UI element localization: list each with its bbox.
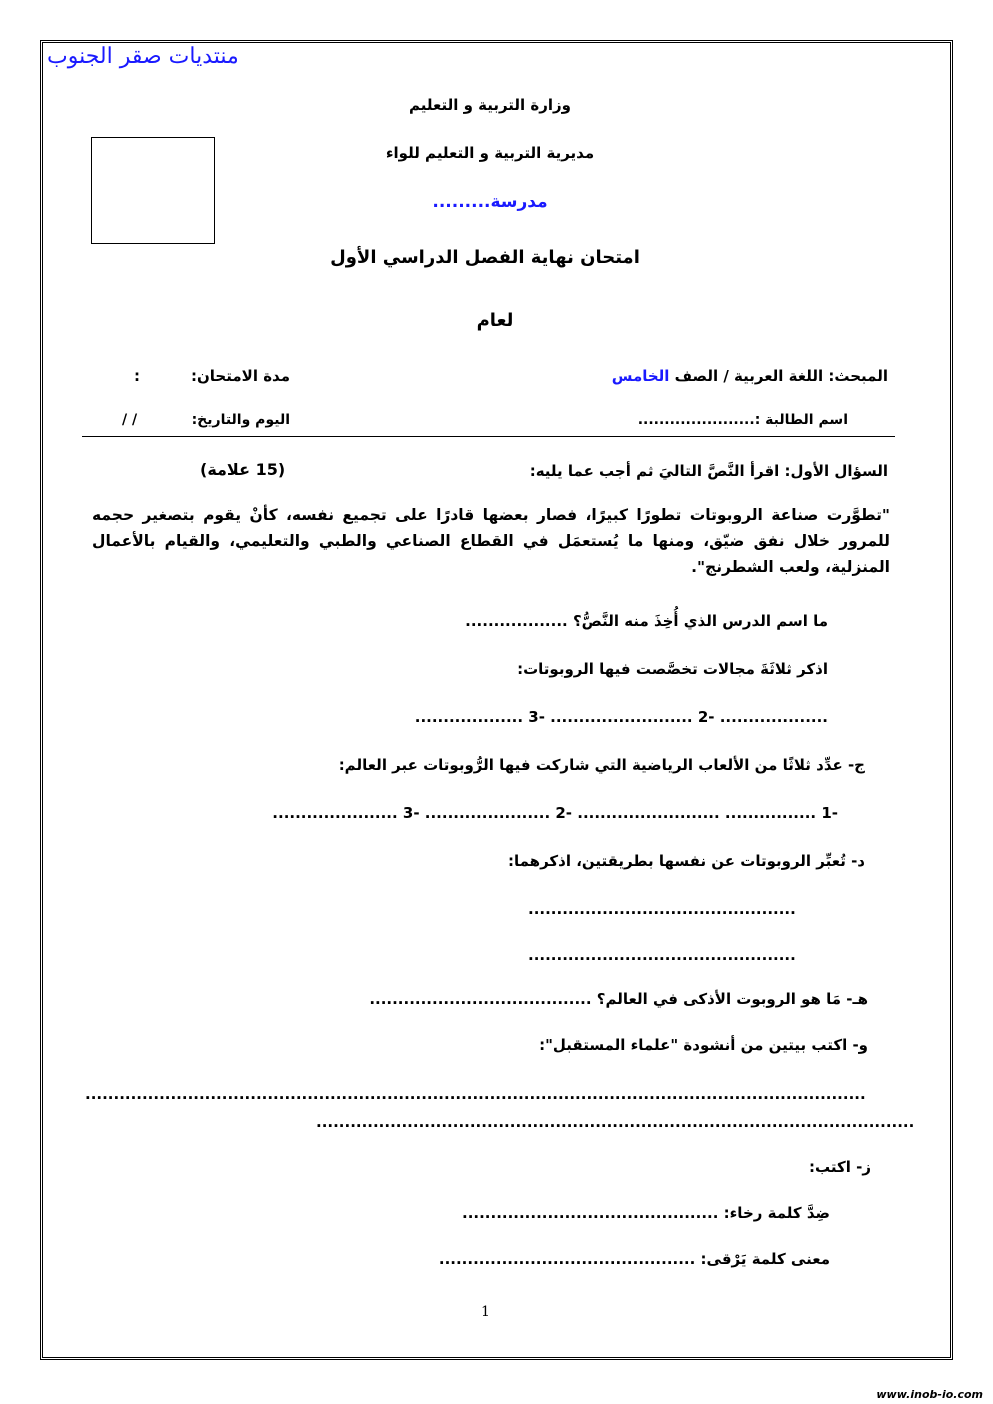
item-g1: ضِدَّ كلمة رخاء: .............................................	[462, 1204, 830, 1222]
header-divider	[82, 436, 895, 437]
forum-watermark: منتديات صقر الجنوب	[47, 44, 239, 69]
item-b: اذكر ثلاثَةَ مجالات تخصَّصت فيها الروبوتات:	[517, 660, 828, 678]
date-label: اليوم والتاريخ:	[191, 412, 290, 428]
item-b-blanks: ................... -2 ......................... -3 ...................	[414, 708, 828, 726]
item-f: و- اكتب بيتين من أنشودة "علماء المستقبل":	[539, 1036, 868, 1054]
school-name: مدرسة.........	[432, 192, 548, 212]
duration-label: مدة الامتحان:	[191, 367, 290, 385]
subject-line	[612, 367, 888, 385]
subject-label: المبحث: اللغة العربية / الصف	[669, 367, 888, 385]
passage: "تطوَّرت صناعة الروبوتات تطورًا كبيرًا، فصار بعضها قادرًا على تجميع نفسه، كأنْ يقوم بتصغير حجمه للمرور خلال نفق ضيّق، ومنها ما يُستعمَل في القطاع الصناعي والطبي والتعليمي، والقيام بالأعمال المنزلية، ولعب الشطرنج".	[92, 506, 890, 576]
item-g: ز- اكتب:	[809, 1158, 871, 1176]
grade-value: الخامس	[611, 367, 670, 385]
question1-marks: (15 علامة)	[200, 460, 286, 479]
year-label: لعام	[476, 310, 514, 331]
item-a: ما اسم الدرس الذي أُخِذَ منه النَّصُّ؟ ..................	[465, 612, 828, 630]
date-value: / /	[122, 412, 138, 428]
duration-value: :	[134, 367, 140, 385]
page-number: 1	[481, 1304, 490, 1320]
item-d: د- تُعبِّر الروبوتات عن نفسها بطريقتين، اذكرهما:	[507, 852, 865, 870]
footer-url: www.inob-io.com	[876, 1388, 983, 1401]
exam-title: امتحان نهاية الفصل الدراسي الأول	[330, 247, 640, 268]
item-c: ج- عدِّد ثلاثًا من الألعاب الرياضية التي شاركت فيها الرُّوبوتات عبر العالم:	[338, 756, 865, 774]
item-g2: معنى كلمة يَرْقى: .............................................	[438, 1250, 830, 1268]
item-d-blank-2: ...............................................	[528, 946, 796, 964]
directorate-title: مديرية التربية و التعليم للواء	[385, 144, 595, 162]
photo-box	[91, 137, 215, 244]
question1-title: السؤال الأول: اقرأ النَّصَّ التاليَ ثم أجب عما يليه:	[529, 462, 888, 480]
item-d-blank-1: ...............................................	[528, 900, 796, 918]
item-f-blank-2: .........................................................................................................	[316, 1113, 915, 1131]
item-e: هـ- مَا هو الروبوت الأذكى في العالم؟ .......................................	[369, 990, 868, 1008]
ministry-title: وزارة التربية و التعليم	[408, 96, 572, 114]
item-c-blanks: -1 ................ ......................... -2 ...................... -3 ......................	[272, 804, 838, 822]
student-name-field: اسم الطالبة :......................	[637, 412, 848, 428]
item-f-blank-1: .........................................................................................................................................	[85, 1085, 866, 1103]
